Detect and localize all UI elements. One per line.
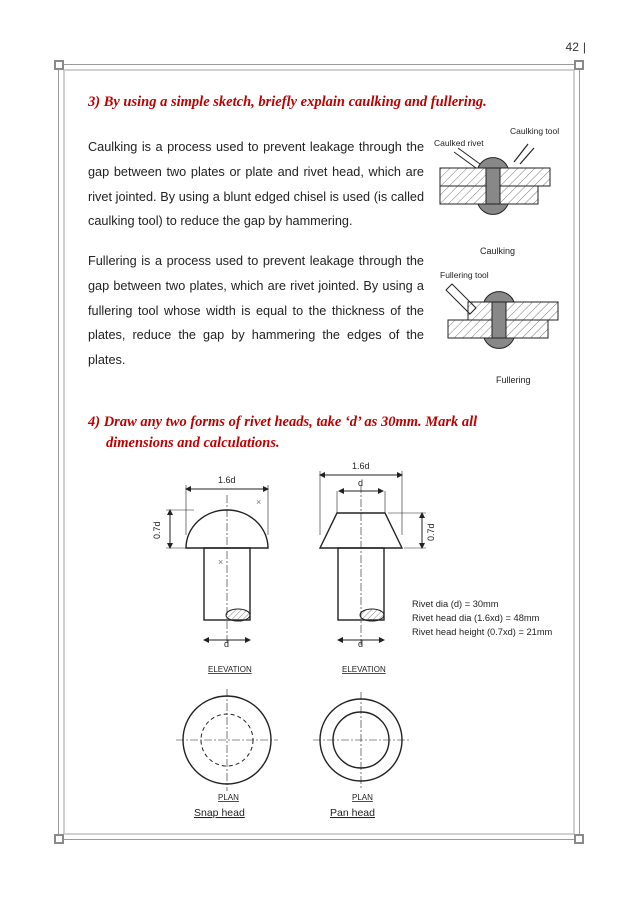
pan-plan-label: PLAN	[352, 793, 373, 802]
fullering-paragraph: Fullering is a process used to prevent leakage through the gap between two plates, which are rivet jointed. By using a fullering tool whose width is equal to the thickness of the plates, reduce the gap by hammering the edges of the plates.	[88, 254, 424, 368]
fullering-figure	[428, 262, 568, 390]
svg-text:×: ×	[256, 497, 262, 507]
caulking-caption: Caulking	[480, 246, 516, 256]
calc-line-3: Rivet head height (0.7xd) = 21mm	[412, 627, 553, 637]
page-number: 42 |	[565, 40, 586, 54]
pan-dim-height: 0.7d	[426, 523, 436, 541]
pan-head-plan	[313, 692, 409, 819]
calc-line-1: Rivet dia (d) = 30mm	[412, 599, 499, 609]
caulked-rivet-label: Caulked rivet	[434, 138, 484, 148]
calc-line-2: Rivet head dia (1.6xd) = 48mm	[412, 613, 540, 623]
fullering-tool-label: Fullering tool	[440, 270, 489, 280]
caulking-paragraph: Caulking is a process used to prevent leakage through the gap between two plates or plate and rivet head, which are rivet jointed. By using a blunt edged chisel is used (is called caulking tool) to reduce the gap by hammering.	[88, 140, 424, 229]
fullering-caption: Fullering	[496, 375, 531, 385]
pan-dim-shank: d	[358, 639, 364, 649]
caulking-tool-label: Caulking tool	[510, 126, 560, 136]
rivet-heads-figure	[130, 455, 570, 825]
snap-dim-shank: d	[224, 639, 230, 649]
snap-plan-label: PLAN	[218, 793, 239, 802]
snap-head-title: Snap head	[194, 807, 245, 819]
snap-elevation-label: ELEVATION	[208, 665, 252, 674]
snap-dim-height: 0.7d	[152, 521, 162, 539]
pan-elevation-label: ELEVATION	[342, 665, 386, 674]
pan-dim-top: d	[358, 478, 364, 488]
snap-head-elevation	[152, 475, 268, 674]
pan-dim-head-dia: 1.6d	[352, 461, 370, 471]
caulking-figure	[428, 122, 568, 260]
question-4-heading-line2: dimensions and calculations.	[106, 435, 280, 451]
question-4-heading-line1: 4) Draw any two forms of rivet heads, take ‘d’ as 30mm. Mark all	[88, 414, 478, 430]
pan-head-elevation	[320, 461, 436, 674]
rivet-calculations	[412, 599, 553, 637]
question-3-heading: 3) By using a simple sketch, briefly explain caulking and fullering.	[88, 94, 487, 110]
svg-text:×: ×	[218, 557, 224, 567]
pan-head-title: Pan head	[330, 807, 375, 819]
snap-head-plan	[176, 689, 278, 819]
snap-dim-head-dia: 1.6d	[218, 475, 236, 485]
question-4-heading	[88, 412, 551, 454]
